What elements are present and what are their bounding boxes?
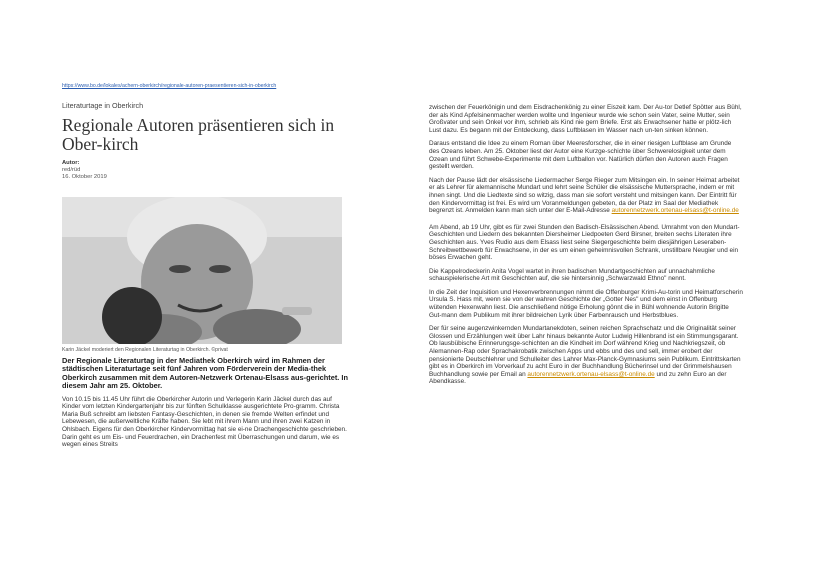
email-link[interactable]: autorennetzwerk.ortenau-elsass@t-online.de — [611, 207, 739, 215]
article-meta — [62, 160, 352, 181]
left-column — [62, 95, 352, 449]
article-body-left: Von 10.15 bis 11.45 Uhr führt die Oberkircher Autorin und Verlegerin Karin Jäckel durch das auf Kinder vom letzten Kindergartenjahr bis zur fünften Schulklasse ausgerichtete Pro-gramm. Christa Maria Buß schreibt am liebsten Fantasy-Geschichten, in denen sie fremde Welten erfindet und Lebewesen, die außerweltliche Kräfte haben. Sie lebt mit ihrem Mann und ihren zwei Katzen in Ohlsbach. Eigens für den Oberkircher Kindervormittag hat sie ei-ne Drachengeschichte geschrieben. Darin geht es um Eis- und Feuerdrachen, ein Drachenfest mit Überraschungen und darum, wie es wegen eines Streits — [62, 395, 347, 449]
article-lead: Der Regionale Literaturtag in der Mediathek Oberkirch wird im Rahmen der städtischen Literaturtage seit fünf Jahren vom Förderverein der Media-thek Oberkirch zusammen mit dem Autoren-Netzwerk Ortenau-Elsass aus-gerichtet. In diesem Jahr am 25. Oktober. — [62, 356, 348, 391]
paragraph — [429, 325, 743, 386]
article-url-link[interactable]: https://www.bo.de/lokales/achern-oberkirch/regionale-autoren-praesentieren-sich-in-oberkirch — [62, 83, 277, 89]
author-photo — [62, 197, 342, 344]
author-name: red/rüd — [62, 167, 81, 173]
right-column — [429, 104, 743, 392]
paragraph-text: Nach der Pause lädt der elsässische Liedermacher Serge Rieger zum Mitsingen ein. In seiner Heimat arbeitet er als Lehrer für alemannische Mundart und lehrt seine Schüler die elsässische Muttersprache, indem er mit ihnen singt. Und die Liedtexte sind so witzig, dass man sie sofort versteht und mitsingen kann. Der Eintritt für den Kindervormittag ist frei. Es wird um Voranmeldungen gebeten, da der Platz im Saal der Mediathek begrenzt ist. Anmelden kann man sich unter der E-Mail-Adresse — [429, 176, 740, 215]
paragraph: zwischen der Feuerkönigin und dem Eisdrachenkönig zu einer Eiszeit kam. Der Au-tor Detlef Spötter aus Bühl, der als Kind Apfelsinenmacher werden wollte und Ingenieur wurde wie schon sein Vater, seine Mutter, sein Großvater und sein Onkel vor ihm, schrieb als Kind nie gern Briefe. Erst als Erwachsener hatte er plötz-lich Lust dazu. Es begann mit der Entdeckung, dass Luftblasen im Wasser nach un-ten sinken können. — [429, 104, 742, 134]
article-date: 16. Oktober 2019 — [62, 174, 107, 180]
photo-caption: Karin Jäckel moderiert den Regionalen Literaturtag in Oberkirch. ©privat — [62, 347, 228, 353]
paragraph: In die Zeit der Inquisition und Hexenverbrennungen nimmt die Offenburger Krimi-Au-torin und Heimatforscherin Ursula S. Hass mit, wenn sie von der wahren Geschichte der „Gotter Nes" und dem einst in Offenburg wütenden Hexenwahn liest. Die anschließend nötige Erholung gönnt die in Bühl wohnende Autorin Brigitte Gut-mann dem Publikum mit ihrer bildreichen Lyrik über Farbenrausch und Herbstblues. — [429, 288, 743, 319]
paragraph: Am Abend, ab 19 Uhr, gibt es für zwei Stunden den Badisch-Elsässischen Abend. Umrahmt von den Mundart-Geschichten und Liedern des bekannten Diersheimer Liedpoeten Gerd Birsner, breiten sechs Literaten ihre Geschichten aus. Yves Rudio aus dem Elsass liest seine Siegergeschichte beim diesjährigen Leseraben-Schreibwettbewerb für Erwachsene, in der es um einen geheimnisvollen Schrank, unstillbare Neugier und ein böses Erwachen geht. — [429, 223, 740, 262]
author-label: Autor: — [62, 160, 80, 166]
paragraph: Die Kappelrodeckerin Anita Vogel wartet in ihren badischen Mundartgeschichten auf unnachahmliche schauspielerische Art mit Geschichten auf, die sie hintersinnig „Schwarzwald Ethno" nennt. — [429, 267, 715, 283]
paragraph-text: Der für seine augenzwinkernden Mundartanekdoten, seinen reichen Sprachschatz und die Originalität seiner Glossen und Erzählungen weit über Lahr hinaus bekannte Autor Ludwig Hillenbrand ist ein Stimmungsgarant. Ob lausbübische Erinnerungsge-schichten an die Kindheit im Dorf während Krieg und Nachkriegszeit, ob Alemannen-Rap oder Sprachakrobatik zwischen Apps und ebbs und des und sell, immer erobert der pensionierte Deutschlehrer und Schulleiter des Lahrer Max-Planck-Gymnasiums sein Publikum. Eintrittskarten gibt es in Oberkirch im Vorverkauf zu acht Euro in der Buchhandlung Bücherinsel und der Grimmelshausen Buchhandlung sowie per Email an — [429, 325, 741, 378]
paragraph-text-tail: und zu zehn Euro an der Abendkasse. — [429, 370, 727, 386]
article-headline: Regionale Autoren präsentieren sich in Ober-kirch — [62, 115, 335, 154]
article-kicker: Literaturtage in Oberkirch — [62, 101, 144, 110]
email-link[interactable]: autorennetzwerk.ortenau-elsass@t-online.de — [527, 370, 655, 378]
paragraph — [429, 177, 743, 215]
paragraph: Daraus entstand die Idee zu einem Roman über Meeresforscher, die in einer riesigen Luftblase am Grunde des Ozeans leben. Am 25. Oktober liest der Autor eine Kurzge-schichte über Schwerelosigkeit unter dem Ozean und führt Schwebe-Experimente mit dem Luftballon vor. Natürlich dürfen den Autoren auch Fragen gestellt werden. — [429, 140, 732, 171]
